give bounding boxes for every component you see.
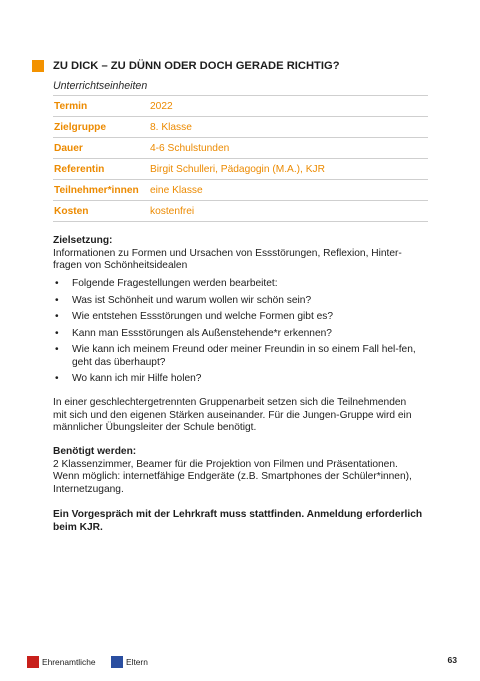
- requirements-section: [53, 446, 428, 496]
- info-value: 4-6 Schulstunden: [149, 138, 428, 159]
- info-row-termin: [53, 96, 428, 117]
- info-value: Birgit Schulleri, Pädagogin (M.A.), KJR: [149, 159, 428, 180]
- goals-section: [53, 235, 428, 273]
- list-item: [53, 344, 420, 369]
- legend-label-eltern: Eltern: [126, 657, 148, 667]
- list-item-text: Wie entstehen Essstörungen und welche Formen gibt es?: [72, 311, 334, 322]
- section-title-row: [32, 60, 432, 74]
- list-item-text: Was ist Schönheit und warum wollen wir schön sein?: [72, 294, 312, 306]
- list-item-text: Kann man Essstörungen als Außenstehende*r erkennen?: [72, 327, 332, 339]
- group-work-line-2: mit sich und den eigenen Stärken auseinander. Für die Jungen-Gruppe wird ein: [53, 409, 412, 421]
- info-row-zielgruppe: [53, 117, 428, 138]
- goals-text-line-2: fragen von Schönheitsidealen: [53, 260, 188, 271]
- group-work-line-1: In einer geschlechtergetrennten Gruppenarbeit setzen sich die Teilnehmenden: [53, 397, 407, 408]
- bullet-icon: •: [55, 294, 59, 306]
- registration-note-line-1: Ein Vorgespräch mit der Lehrkraft muss stattfinden. Anmeldung erforderlich: [53, 509, 423, 520]
- ehrenamtliche-color-swatch: [27, 656, 39, 668]
- section-title: ZU DICK – ZU DÜNN ODER DOCH GERADE RICHTIG?: [53, 60, 340, 72]
- list-item-text: Wo kann ich mir Hilfe holen?: [72, 373, 202, 384]
- list-item: [53, 373, 428, 386]
- list-item-text: Wie kann ich meinem Freund oder meiner Freundin in so einem Fall hel-fen, geht das überhaupt?: [72, 344, 416, 368]
- info-label: Dauer: [53, 138, 149, 159]
- section-subtitle: Unterrichtseinheiten: [53, 80, 148, 92]
- list-item-text: Folgende Fragestellungen werden bearbeitet:: [72, 278, 278, 289]
- info-row-dauer: [53, 138, 428, 159]
- bullet-icon: •: [55, 373, 59, 384]
- info-label: Kosten: [53, 201, 149, 222]
- requirements-line-3: Internetzugang.: [53, 483, 124, 495]
- goals-text-line-1: Informationen zu Formen und Ursachen von Essstörungen, Reflexion, Hinter-: [53, 247, 402, 259]
- legend-label-ehrenamtliche: Ehrenamtliche: [42, 657, 96, 667]
- question-list: [53, 278, 428, 390]
- info-label: Zielgruppe: [53, 117, 149, 138]
- info-value: 8. Klasse: [149, 117, 428, 138]
- bullet-icon: •: [55, 311, 59, 322]
- info-row-teilnehmer: [53, 180, 428, 201]
- info-row-referentin: [53, 159, 428, 180]
- goals-heading: Zielsetzung:: [53, 235, 113, 246]
- group-work-line-3: männlicher Übungsleiter der Schule benötigt.: [53, 422, 257, 433]
- list-item: [53, 311, 428, 324]
- info-row-kosten: [53, 201, 428, 222]
- registration-note-line-2: beim KJR.: [53, 521, 103, 533]
- group-work-paragraph: [53, 397, 428, 435]
- eltern-color-swatch: [111, 656, 123, 668]
- page-footer: [27, 655, 457, 669]
- info-label: Teilnehmer*innen: [53, 180, 149, 201]
- requirements-line-1: 2 Klassenzimmer, Beamer für die Projektion von Filmen und Präsentationen.: [53, 458, 398, 470]
- page-number: 63: [447, 655, 457, 665]
- info-label: Referentin: [53, 159, 149, 180]
- registration-note: [53, 509, 428, 534]
- info-value: kostenfrei: [149, 201, 428, 222]
- info-label: Termin: [53, 96, 149, 117]
- list-item: [53, 278, 428, 291]
- info-value: eine Klasse: [149, 180, 428, 201]
- info-table: [53, 95, 428, 222]
- bullet-icon: •: [55, 278, 59, 289]
- requirements-heading: Benötigt werden:: [53, 446, 137, 457]
- bullet-icon: •: [55, 344, 59, 355]
- list-item: [53, 295, 428, 308]
- bullet-icon: •: [55, 327, 59, 339]
- requirements-line-2: Wenn möglich: internetfähige Endgeräte (z.B. Smartphones der Schüler*innen),: [53, 471, 412, 482]
- list-item: [53, 328, 428, 341]
- orange-square-marker: [32, 60, 44, 72]
- info-value: 2022: [149, 96, 428, 117]
